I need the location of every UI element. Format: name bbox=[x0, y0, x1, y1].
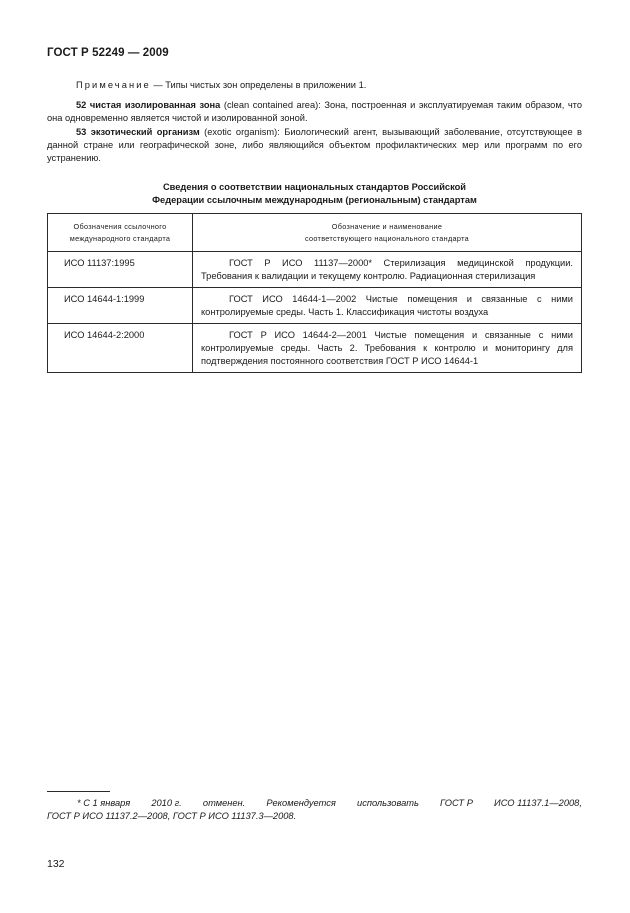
note-text: — Типы чистых зон определены в приложении 1. bbox=[150, 80, 367, 90]
international-standard-cell: ИСО 14644-1:1999 bbox=[48, 288, 193, 324]
footnote-line-1: * С 1 января 2010 г. отменен. Рекомендуется использовать ГОСТ Р ИСО 11137.1—2008, bbox=[77, 798, 582, 808]
table-row bbox=[48, 288, 582, 324]
definition-52 bbox=[47, 99, 582, 125]
standards-correspondence-table bbox=[47, 213, 582, 373]
definition-english: (clean contained area) bbox=[220, 100, 319, 110]
national-standard-cell: ГОСТ ИСО 14644-1—2002 Чистые помещения и связанные с ними контролируемые среды. Часть 1. Классификация чистоты воздуха bbox=[193, 288, 582, 324]
international-standard-cell: ИСО 14644-2:2000 bbox=[48, 324, 193, 373]
national-standard-cell: ГОСТ Р ИСО 11137—2000* Стерилизация медицинской продукции. Требования к валидации и текущему контролю. Радиационная стерилизация bbox=[193, 252, 582, 288]
international-standard-cell: ИСО 11137:1995 bbox=[48, 252, 193, 288]
column-header-international: Обозначения ссылочного международного стандарта bbox=[48, 214, 193, 252]
page-number: 132 bbox=[47, 858, 65, 870]
definition-text: : Биологический агент, вызывающий заболевание, отсутствующее в данной стране или географической зоне, либо являющийся объектом профилактических мер или программ по его устранению. bbox=[47, 127, 582, 163]
footnote bbox=[47, 797, 582, 823]
table-row bbox=[48, 324, 582, 373]
table-title-line: Федерации ссылочным международным (региональным) стандартам bbox=[152, 195, 477, 205]
footnote-separator bbox=[47, 791, 110, 792]
note-label: Примечание bbox=[76, 80, 151, 90]
footnote-line-2: ГОСТ Р ИСО 11137.2—2008, ГОСТ Р ИСО 11137.3—2008. bbox=[47, 811, 297, 821]
document-code: ГОСТ Р 52249 — 2009 bbox=[47, 47, 169, 59]
table-title-line: Сведения о соответствии национальных стандартов Российской bbox=[162, 182, 467, 192]
definition-term: 53 экзотический организм bbox=[76, 127, 200, 137]
definition-text: : Зона, построенная и эксплуатируемая таким образом, что она одновременно является чистой и изолированной зоной. bbox=[47, 100, 583, 123]
note-paragraph bbox=[47, 79, 582, 92]
table-row bbox=[48, 252, 582, 288]
definition-term: 52 чистая изолированная зона bbox=[76, 100, 221, 110]
national-standard-cell: ГОСТ Р ИСО 14644-2—2001 Чистые помещения и связанные с ними контролируемые среды. Часть 2. Требования к контролю и мониторингу для подтверждения постоянного соответствия ГОСТ Р ИСО 14644-1 bbox=[193, 324, 582, 373]
column-header-national: Обозначение и наименование соответствующего национального стандарта bbox=[193, 214, 582, 252]
table-header-row bbox=[48, 214, 582, 252]
definition-53 bbox=[47, 126, 582, 165]
definition-english: (exotic organism) bbox=[199, 127, 278, 137]
table-title bbox=[47, 181, 582, 207]
